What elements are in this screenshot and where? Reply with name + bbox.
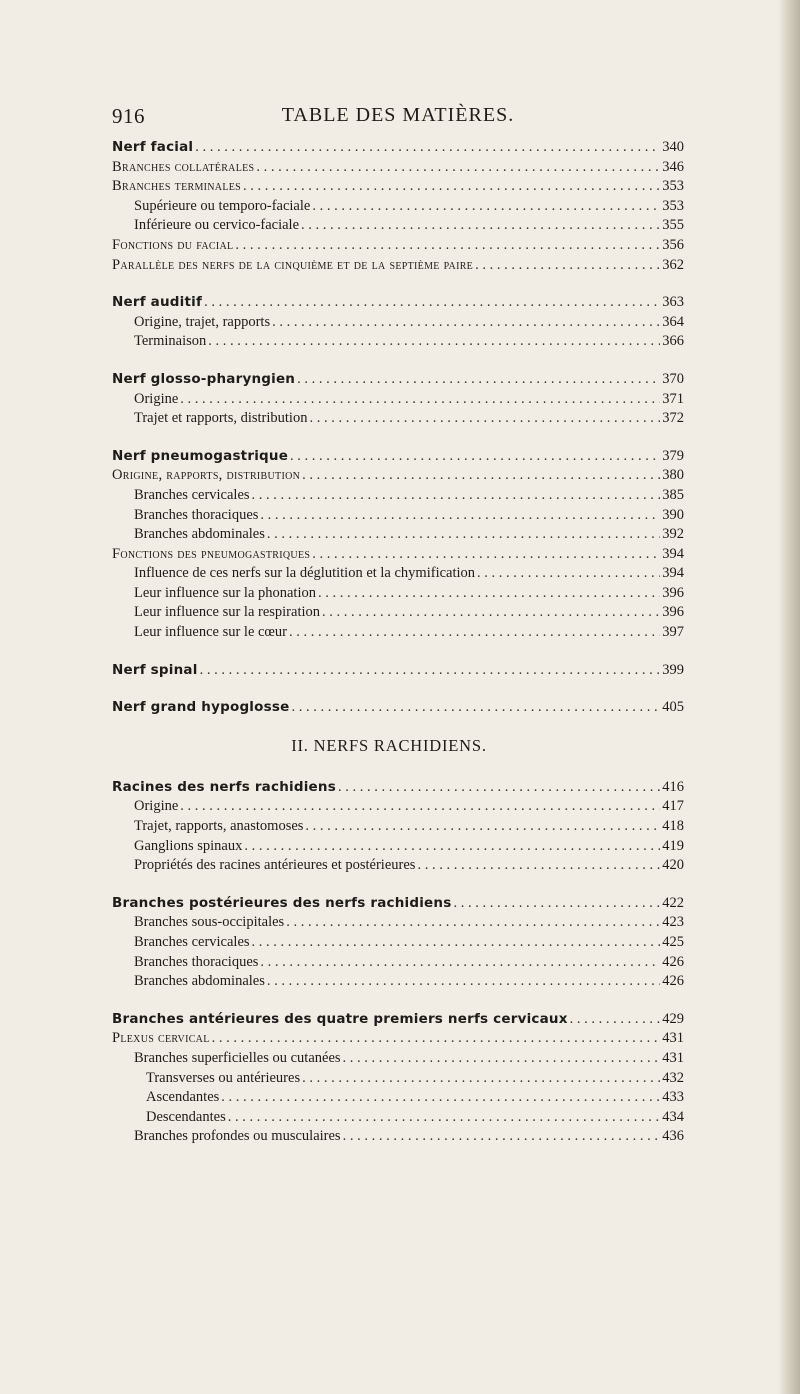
toc-entry[interactable] [112, 313, 684, 333]
dot-leader [200, 661, 660, 681]
toc-entry-page: 362 [662, 256, 684, 273]
dot-leader [221, 1088, 660, 1108]
toc-section [112, 778, 684, 876]
toc-entry-page: 423 [662, 914, 684, 931]
toc-entry-label: Supérieure ou temporo-faciale [134, 197, 311, 214]
toc-entry-label: Fonctions des pneumogastriques [112, 545, 311, 562]
toc-entry[interactable] [112, 1010, 684, 1030]
toc-entry-page: 364 [662, 313, 684, 330]
toc-entry-page: 399 [662, 661, 684, 678]
toc-entry-page: 394 [662, 565, 684, 582]
toc-entry-page: 372 [662, 410, 684, 427]
toc-entry-label: Nerf auditif [112, 294, 203, 311]
toc-entry-label: Branches postérieures des nerfs rachidiens [112, 894, 452, 911]
dot-leader [267, 525, 660, 545]
toc-entry[interactable] [112, 525, 684, 545]
dot-leader [252, 933, 660, 953]
toc-entry-label: Ganglions spinaux [134, 837, 243, 854]
toc-entry-page: 340 [662, 139, 684, 155]
toc-entry[interactable] [112, 409, 684, 429]
dot-leader [302, 466, 660, 486]
cranial-nerves-entries [112, 138, 684, 718]
toc-entry-page: 405 [662, 699, 684, 716]
toc-entry-label: Branches abdominales [134, 973, 265, 990]
toc-entry-page: 434 [662, 1108, 684, 1125]
dot-leader [256, 158, 660, 178]
toc-section [112, 293, 684, 352]
toc-entry[interactable] [112, 1088, 684, 1108]
toc-entry-page: 425 [662, 934, 684, 950]
toc-entry[interactable] [112, 1069, 684, 1089]
toc-entry-page: 353 [662, 178, 684, 195]
toc-entry[interactable] [112, 332, 684, 352]
toc-section [112, 370, 684, 429]
dot-leader [180, 797, 660, 817]
toc-entry[interactable] [112, 856, 684, 876]
toc-entry[interactable] [112, 236, 684, 256]
running-title: TABLE DES MATIÈRES. [281, 104, 515, 126]
toc-entry-label: Origine [134, 390, 179, 407]
toc-entry-page: 436 [662, 1128, 684, 1145]
dot-leader [272, 313, 660, 333]
toc-entry-label: Branches superficielles ou cutanées [134, 1049, 341, 1066]
toc-entry-page: 392 [662, 526, 684, 543]
toc-entry[interactable] [112, 623, 684, 643]
dot-leader [343, 1049, 660, 1069]
toc-entry-page: 366 [662, 333, 684, 350]
toc-entry[interactable] [112, 216, 684, 236]
toc-entry-page: 356 [662, 236, 684, 253]
toc-entry[interactable] [112, 545, 684, 565]
toc-entry-label: Origine, trajet, rapports [134, 313, 271, 330]
toc-entry[interactable] [112, 933, 684, 953]
dot-leader [302, 1069, 660, 1089]
toc-entry-label: Branches abdominales [134, 526, 265, 543]
dot-leader [312, 545, 660, 565]
toc-entry-label: Branches thoraciques [134, 506, 259, 523]
toc-entry-label: Terminaison [134, 333, 207, 350]
toc-entry-label: Racines des nerfs rachidiens [112, 778, 336, 795]
toc-entry[interactable] [112, 138, 684, 158]
toc-entry[interactable] [112, 913, 684, 933]
toc-entry-page: 396 [662, 604, 684, 621]
dot-leader [208, 332, 660, 352]
dot-leader [252, 486, 660, 506]
dot-leader [417, 856, 660, 876]
toc-entry-page: 370 [662, 370, 684, 387]
toc-entry-page: 419 [662, 837, 684, 854]
toc-entry[interactable] [112, 447, 684, 467]
toc-entry-label: Nerf facial [112, 139, 194, 155]
page-header [112, 98, 684, 138]
dot-leader [338, 778, 660, 798]
toc-entry[interactable] [112, 894, 684, 914]
toc-entry-label: Branches thoraciques [134, 953, 259, 970]
toc-entry[interactable] [112, 197, 684, 217]
toc-entry-page: 418 [662, 818, 684, 835]
toc-entry-page: 416 [662, 778, 684, 795]
toc-entry-label: Influence de ces nerfs sur la déglutition et la chymification [134, 565, 476, 582]
toc-entry-page: 363 [662, 294, 684, 311]
toc-entry-label: Branches antérieures des quatre premiers nerfs cervicaux [112, 1010, 568, 1027]
toc-entry[interactable] [112, 1049, 684, 1069]
toc-entry-page: 432 [662, 1069, 684, 1086]
dot-leader [322, 603, 660, 623]
dot-leader [260, 953, 660, 973]
toc-entry-page: 422 [662, 894, 684, 911]
toc-entry-label: Branches profondes ou musculaires [134, 1128, 341, 1145]
dot-leader [291, 698, 660, 718]
dot-leader [453, 894, 660, 914]
toc-entry[interactable] [112, 466, 684, 486]
toc-entry-label: Inférieure ou cervico-faciale [134, 217, 300, 234]
toc-section [112, 1010, 684, 1147]
toc-entry-page: 390 [662, 506, 684, 523]
toc-section [112, 138, 684, 275]
toc-entry-page: 431 [662, 1030, 684, 1047]
toc-entry[interactable] [112, 293, 684, 313]
toc-entry-page: 394 [662, 545, 684, 562]
dot-leader [305, 817, 660, 837]
dot-leader [290, 447, 660, 467]
dot-leader [260, 506, 660, 526]
dot-leader [312, 197, 660, 217]
toc-entry-label: Propriétés des racines antérieures et postérieures [134, 857, 416, 874]
toc-entry[interactable] [112, 778, 684, 798]
toc-entry[interactable] [112, 698, 684, 718]
toc-entry-page: 417 [662, 798, 684, 815]
toc-entry-label: Origine [134, 798, 179, 815]
dot-leader [204, 293, 660, 313]
dot-leader [297, 370, 660, 390]
toc-entry[interactable] [112, 370, 684, 390]
part-heading: II. NERFS RACHIDIENS. [291, 735, 487, 755]
toc-page [112, 98, 684, 1165]
toc-entry[interactable] [112, 564, 684, 584]
page-number: 916 [112, 104, 145, 128]
dot-leader [309, 409, 660, 429]
toc-entry-label: Origine, rapports, distribution [112, 467, 301, 484]
dot-leader [267, 972, 660, 992]
toc-entry-page: 385 [662, 486, 684, 503]
toc-entry-label: Branches terminales [112, 178, 242, 195]
toc-entry-page: 433 [662, 1089, 684, 1106]
dot-leader [475, 256, 660, 276]
toc-entry-page: 429 [662, 1010, 684, 1027]
toc-entry[interactable] [112, 661, 684, 681]
dot-leader [243, 177, 660, 197]
toc-entry-label: Transverses ou antérieures [146, 1069, 301, 1086]
toc-entry[interactable] [112, 177, 684, 197]
toc-entry-label: Parallèle des nerfs de la cinquième et de la septième paire [112, 256, 474, 273]
toc-entry-label: Trajet, rapports, anastomoses [134, 818, 304, 835]
toc-entry-page: 379 [662, 447, 684, 464]
toc-entry-page: 420 [662, 857, 684, 874]
toc-entry-label: Leur influence sur la phonation [134, 584, 316, 601]
toc-entry-page: 396 [662, 584, 684, 601]
toc-entry[interactable] [112, 1029, 684, 1049]
toc-entry-page: 355 [662, 217, 684, 234]
toc-entry-label: Nerf pneumogastrique [112, 447, 289, 464]
spinal-nerves-entries [112, 778, 684, 1147]
toc-entry-label: Nerf spinal [112, 661, 198, 678]
dot-leader [318, 584, 660, 604]
toc-entry[interactable] [112, 506, 684, 526]
toc-entry[interactable] [112, 1108, 684, 1128]
toc-entry-label: Nerf glosso-pharyngien [112, 370, 296, 387]
toc-entry-page: 426 [662, 953, 684, 970]
toc-entry[interactable] [112, 1127, 684, 1147]
dot-leader [228, 1108, 660, 1128]
dot-leader [343, 1127, 660, 1147]
toc-entry-page: 380 [662, 467, 684, 484]
toc-section [112, 447, 684, 643]
toc-entry[interactable] [112, 486, 684, 506]
toc-entry-label: Leur influence sur le cœur [134, 624, 287, 641]
toc-entry-label: Branches cervicales [134, 486, 250, 503]
toc-entry[interactable] [112, 603, 684, 623]
dot-leader [195, 138, 660, 158]
toc-entry-label: Branches cervicales [134, 934, 250, 950]
toc-entry-label: Branches sous-occipitales [134, 914, 285, 931]
toc-entry[interactable] [112, 837, 684, 857]
dot-leader [180, 390, 660, 410]
toc-entry-page: 346 [662, 158, 684, 175]
toc-entry[interactable] [112, 390, 684, 410]
dot-leader [301, 216, 660, 236]
toc-entry[interactable] [112, 797, 684, 817]
toc-entry[interactable] [112, 584, 684, 604]
toc-entry-label: Leur influence sur la respiration [134, 604, 321, 621]
toc-entry[interactable] [112, 953, 684, 973]
dot-leader [289, 623, 660, 643]
toc-entry[interactable] [112, 972, 684, 992]
dot-leader [235, 236, 660, 256]
toc-entry-label: Plexus cervical [112, 1030, 210, 1047]
toc-entry-label: Ascendantes [146, 1089, 220, 1106]
dot-leader [477, 564, 660, 584]
toc-entry-page: 426 [662, 973, 684, 990]
toc-section [112, 661, 684, 681]
toc-entry-label: Fonctions du facial [112, 236, 234, 253]
dot-leader [244, 837, 660, 857]
page-edge-shadow [778, 0, 800, 1394]
toc-entry-page: 371 [662, 390, 684, 407]
toc-entry-label: Nerf grand hypoglosse [112, 699, 290, 716]
toc-entry-page: 353 [662, 197, 684, 214]
toc-entry[interactable] [112, 817, 684, 837]
toc-entry-label: Descendantes [146, 1108, 226, 1125]
toc-entry-page: 431 [662, 1049, 684, 1066]
dot-leader [286, 913, 660, 933]
toc-entry[interactable] [112, 158, 684, 178]
toc-entry-page: 397 [662, 624, 684, 641]
toc-entry-label: Branches collatérales [112, 158, 255, 175]
toc-section [112, 698, 684, 718]
dot-leader [570, 1010, 660, 1030]
toc-entry[interactable] [112, 256, 684, 276]
toc-section [112, 894, 684, 992]
toc-entry-label: Trajet et rapports, distribution [134, 410, 308, 427]
dot-leader [212, 1029, 660, 1049]
